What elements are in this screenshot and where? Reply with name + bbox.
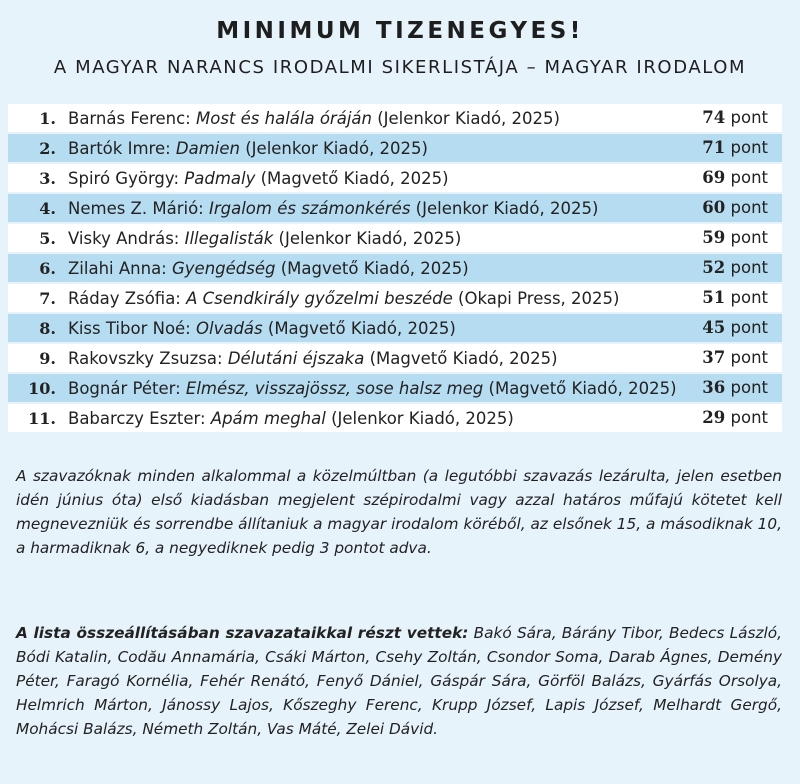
points-unit: pont xyxy=(725,288,768,307)
book-title: Most és halála óráján xyxy=(195,108,372,128)
rank-number: 2. xyxy=(39,138,56,158)
list-item xyxy=(8,134,782,162)
book-title: Apám meghal xyxy=(210,408,326,428)
points-unit: pont xyxy=(725,348,768,367)
points-unit: pont xyxy=(725,168,768,187)
publisher: (Jelenkor Kiadó, 2025) xyxy=(240,138,428,158)
list-item xyxy=(8,224,782,252)
author-name: Zilahi Anna: xyxy=(68,258,172,278)
author-name: Nemes Z. Márió: xyxy=(68,198,209,218)
page-subtitle: A MAGYAR NARANCS IRODALMI SIKERLISTÁJA – MAGYAR IRODALOM xyxy=(53,57,747,78)
points xyxy=(702,284,768,312)
publisher: (Magvető Kiadó, 2025) xyxy=(255,168,449,188)
author-name: Bognár Péter: xyxy=(68,378,186,398)
book-entry xyxy=(68,289,619,308)
book-title: Gyengédség xyxy=(172,258,276,278)
points-unit: pont xyxy=(725,258,768,277)
book-title: Délutáni éjszaka xyxy=(227,348,365,368)
author-name: Visky András: xyxy=(68,228,185,248)
rank-number: 8. xyxy=(39,318,56,338)
list-item xyxy=(8,104,782,132)
voters-names: Bakó Sára, Bárány Tibor, Bedecs László, Bódi Katalin, Codău Annamária, Csáki Márton, Csehy Zoltán, Csondor Soma, Darab Ágnes, Demény Péter, Faragó Kornélia, Fehér Renátó, Fenyő Dániel, Gáspár Sára, Görföl Balázs, Gyárfás Orsolya, Helmrich Márton, Jánossy Lajos, Kőszeghy Ferenc, Krupp József, Lapis József, Melhardt Gergő, Mohácsi Balázs, Németh Zoltán, Vas Máté, Zelei Dávid. xyxy=(16,624,782,738)
rank-number: 4. xyxy=(39,198,56,218)
publisher: (Jelenkor Kiadó, 2025) xyxy=(325,408,514,428)
list-item xyxy=(8,314,782,342)
book-entry xyxy=(68,169,449,188)
author-name: Kiss Tibor Noé: xyxy=(68,318,196,338)
book-entry xyxy=(68,109,560,128)
book-entry xyxy=(68,259,469,278)
ranking-list xyxy=(8,104,782,434)
publisher: (Magvető Kiadó, 2025) xyxy=(275,258,469,278)
rank-number: 1. xyxy=(39,108,56,128)
points-unit: pont xyxy=(725,108,768,127)
list-item xyxy=(8,164,782,192)
author-name: Rakovszky Zsuzsa: xyxy=(68,348,228,368)
book-title: Illegalisták xyxy=(184,228,274,248)
book-entry xyxy=(68,319,456,338)
points-value: 69 xyxy=(702,168,726,187)
book-title: Padmaly xyxy=(184,168,256,188)
book-title: Olvadás xyxy=(196,318,263,338)
publisher: (Magvető Kiadó, 2025) xyxy=(483,378,677,398)
book-entry xyxy=(68,409,514,428)
list-item xyxy=(8,284,782,312)
list-item xyxy=(8,254,782,282)
points xyxy=(702,254,768,282)
voting-rules-note: A szavazóknak minden alkalommal a közelmúltban (a legutóbbi szavazás lezárulta, jelen esetben idén június óta) első kiadásban megjelent szépirodalmi vagy azzal határos műfajú kötetet kell megnevezniük és sorrendbe állítaniuk a magyar irodalom köréből, az elsőnek 15, a másodiknak 10, a harmadiknak 6, a negyediknek pedig 3 pontot adva. xyxy=(16,467,782,557)
rank-number: 3. xyxy=(39,168,56,188)
points xyxy=(702,194,768,222)
points-unit: pont xyxy=(725,318,768,337)
points-unit: pont xyxy=(725,138,768,157)
rank-number: 5. xyxy=(39,228,56,248)
points xyxy=(702,314,768,342)
book-entry xyxy=(68,199,598,218)
author-name: Barnás Ferenc: xyxy=(68,108,196,128)
publisher: (Magvető Kiadó, 2025) xyxy=(364,348,558,368)
rank-number: 11. xyxy=(28,408,56,428)
points xyxy=(702,164,768,192)
points xyxy=(702,344,768,372)
points-value: 37 xyxy=(702,348,726,367)
author-name: Bartók Imre: xyxy=(68,138,176,158)
publisher: (Okapi Press, 2025) xyxy=(452,288,620,308)
points-value: 74 xyxy=(702,108,726,127)
author-name: Babarczy Eszter: xyxy=(68,408,211,428)
points xyxy=(702,134,768,162)
list-item xyxy=(8,404,782,432)
publisher: (Jelenkor Kiadó, 2025) xyxy=(371,108,560,128)
points xyxy=(702,224,768,252)
publisher: (Magvető Kiadó, 2025) xyxy=(262,318,456,338)
points xyxy=(702,104,768,132)
book-entry xyxy=(68,379,677,398)
book-title: Irgalom és számonkérés xyxy=(208,198,411,218)
rank-number: 9. xyxy=(39,348,56,368)
points-value: 60 xyxy=(702,198,726,217)
rank-number: 7. xyxy=(39,288,56,308)
points-value: 29 xyxy=(702,408,726,427)
list-item xyxy=(8,194,782,222)
page-title: MINIMUM TIZENEGYES! xyxy=(216,18,584,44)
voters-paragraph xyxy=(16,621,782,741)
points-value: 71 xyxy=(702,138,726,157)
points-value: 45 xyxy=(702,318,726,337)
publisher: (Jelenkor Kiadó, 2025) xyxy=(273,228,462,248)
points xyxy=(702,374,768,402)
list-item xyxy=(8,344,782,372)
points-unit: pont xyxy=(725,198,768,217)
book-title: A Csendkirály győzelmi beszéde xyxy=(186,288,453,308)
points-value: 52 xyxy=(702,258,726,277)
book-entry xyxy=(68,139,428,158)
points-unit: pont xyxy=(725,228,768,247)
publisher: (Jelenkor Kiadó, 2025) xyxy=(410,198,599,218)
voters-label: A lista összeállításában szavazataikkal részt vettek: xyxy=(16,624,469,642)
book-entry xyxy=(68,229,461,248)
book-entry xyxy=(68,349,558,368)
points-value: 59 xyxy=(702,228,726,247)
points xyxy=(702,404,768,432)
list-item xyxy=(8,374,782,402)
points-value: 51 xyxy=(702,288,726,307)
author-name: Ráday Zsófia: xyxy=(68,288,187,308)
book-title: Elmész, visszajössz, sose halsz meg xyxy=(185,378,484,398)
points-value: 36 xyxy=(702,378,726,397)
points-unit: pont xyxy=(725,408,768,427)
book-title: Damien xyxy=(175,138,240,158)
author-name: Spiró György: xyxy=(68,168,185,188)
points-unit: pont xyxy=(725,378,768,397)
rank-number: 6. xyxy=(39,258,56,278)
rank-number: 10. xyxy=(28,378,56,398)
